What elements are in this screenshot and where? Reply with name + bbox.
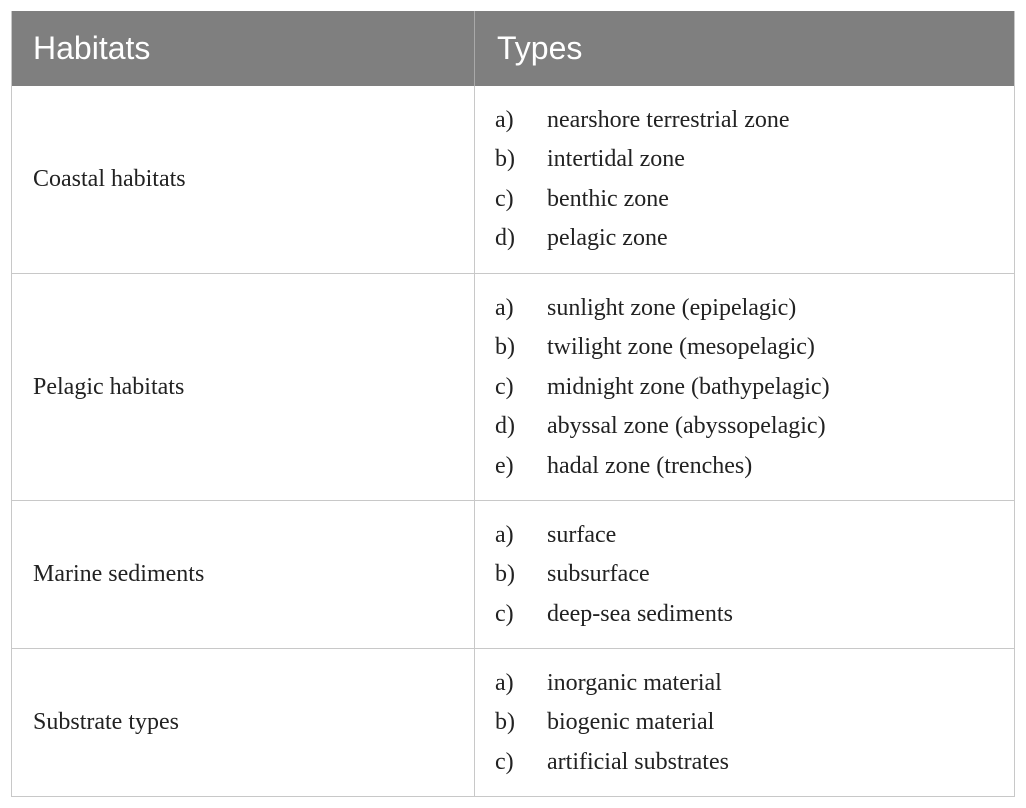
type-list-text: deep-sea sediments [547,600,733,627]
type-list-marker: d) [495,413,515,439]
type-list-item [495,555,1014,595]
type-list-item [495,515,1014,555]
type-list-item [495,367,1014,407]
type-list-text: sunlight zone (epipelagic) [547,294,797,321]
habitat-cell: Coastal habitats [12,86,475,273]
header-habitats: Habitats [12,11,475,86]
type-list-text: benthic zone [547,185,669,212]
type-list-text: inorganic material [547,669,722,696]
types-cell [475,274,1014,500]
type-list-item [495,407,1014,447]
type-list-text: subsurface [547,561,650,587]
type-list-marker: c) [495,748,514,775]
type-list-marker: d) [495,225,515,252]
type-list-text: twilight zone (mesopelagic) [547,334,815,360]
habitats-table [11,11,1015,797]
table-header [12,11,1014,86]
table-row [12,500,1014,648]
type-list-marker: c) [495,185,514,212]
table-body [12,86,1014,796]
table-row [12,273,1014,500]
type-list-item [495,219,1014,259]
type-list-marker: c) [495,600,514,627]
table-row [12,86,1014,273]
type-list-marker: e) [495,452,514,479]
header-types: Types [497,30,583,66]
type-list-item [495,594,1014,634]
type-list-text: midnight zone (bathypelagic) [547,373,830,400]
type-list-item [495,663,1014,703]
type-list-item [495,742,1014,782]
type-list-item [495,288,1014,328]
type-list-marker: b) [495,561,515,587]
type-list-text: abyssal zone (abyssopelagic) [547,413,826,439]
type-list-marker: a) [495,294,514,321]
type-list-text: intertidal zone [547,146,685,173]
type-list-text: surface [547,521,617,548]
type-list-item [495,180,1014,220]
type-list-marker: a) [495,106,514,133]
type-list-text: hadal zone (trenches) [547,452,753,479]
type-list-marker: b) [495,334,515,360]
types-cell [475,501,1014,648]
type-list-marker: c) [495,373,514,400]
type-list-item [495,328,1014,368]
type-list-item [495,446,1014,486]
type-list-item [495,101,1014,141]
type-list-text: nearshore terrestrial zone [547,106,790,133]
habitat-cell: Pelagic habitats [12,274,475,500]
table-row [12,648,1014,796]
type-list-marker: b) [495,709,515,735]
type-list-item [495,703,1014,743]
type-list-text: artificial substrates [547,748,729,775]
types-cell [475,649,1014,796]
type-list-marker: b) [495,146,515,173]
type-list-marker: a) [495,669,514,696]
habitat-cell: Substrate types [12,649,475,796]
type-list-text: pelagic zone [547,225,668,252]
type-list-item [495,140,1014,180]
type-list-text: biogenic material [547,709,715,735]
habitat-cell: Marine sediments [12,501,475,648]
type-list-marker: a) [495,521,514,548]
types-cell [475,86,1014,273]
